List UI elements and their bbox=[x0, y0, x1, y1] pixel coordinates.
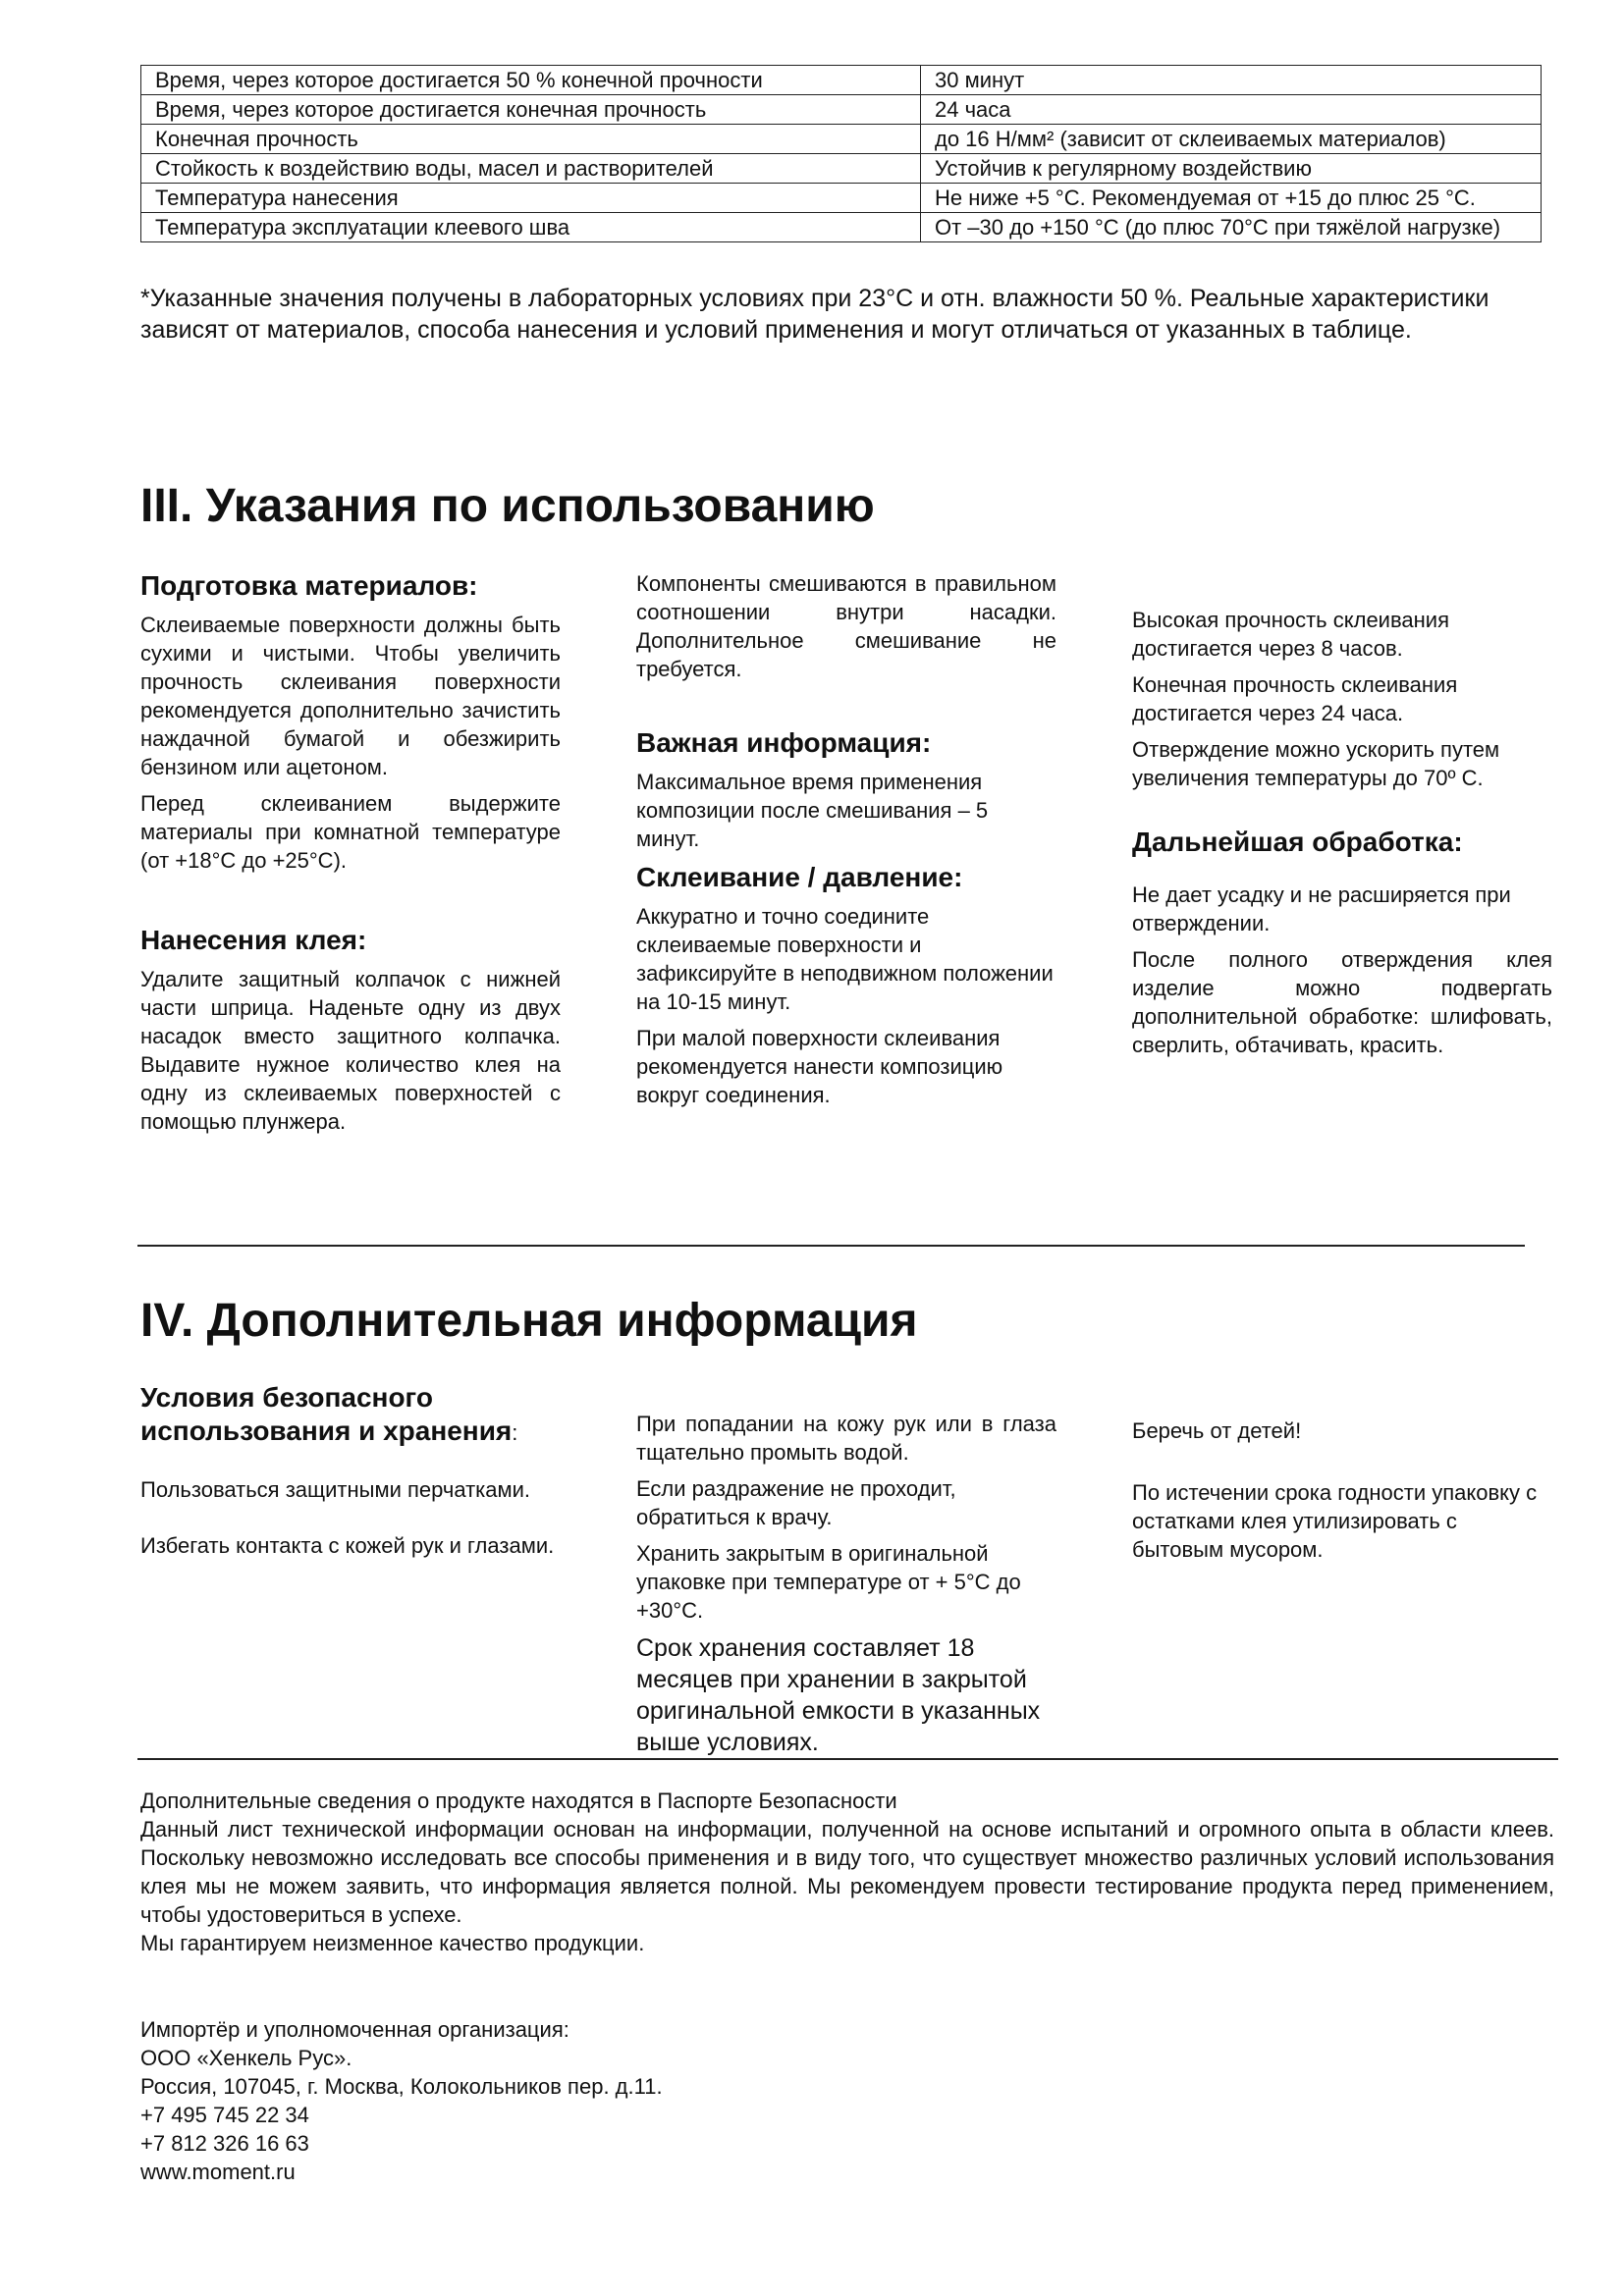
apply-title: Нанесения клея: bbox=[140, 925, 367, 955]
bond-text: Аккуратно и точно соедините склеиваемые поверхности и зафиксируйте в неподвижном положении на 10-15 минут. bbox=[636, 904, 1054, 1014]
cure-text: Высокая прочность склеивания достигается через 8 часов. bbox=[1132, 608, 1449, 661]
table-row bbox=[141, 125, 1542, 154]
safety-title-text: Условия безопасного использования и хранения bbox=[140, 1382, 513, 1446]
bond-title: Склеивание / давление: bbox=[636, 862, 963, 892]
property-cell: Время, через которое достигается 50 % конечной прочности bbox=[141, 66, 921, 95]
disposal-text: По истечении срока годности упаковку с остатками клея утилизировать с бытовым мусором. bbox=[1132, 1480, 1538, 1562]
safety-title bbox=[140, 1381, 561, 1450]
prep-title: Подготовка материалов: bbox=[140, 570, 478, 601]
further-text: Не дает усадку и не расширяется при отверждении. bbox=[1132, 882, 1511, 935]
column-1-s4 bbox=[140, 1381, 561, 1568]
disclaimer-line: Мы гарантируем неизменное качество продукции. bbox=[140, 1931, 645, 1955]
importer-line: Россия, 107045, г. Москва, Колокольников пер. д.11. bbox=[140, 2074, 663, 2099]
doctor-text: Если раздражение не проходит, обратиться к врачу. bbox=[636, 1476, 956, 1529]
section-3-title: III. Указания по использованию bbox=[140, 480, 875, 532]
section-4-title: IV. Дополнительная информация bbox=[140, 1295, 918, 1347]
property-cell: Температура эксплуатации клеевого шва bbox=[141, 213, 921, 242]
cure-text-2: Конечная прочность склеивания достигается через 24 часа. bbox=[1132, 672, 1458, 725]
safety-colon: : bbox=[512, 1420, 518, 1445]
apply-text: Удалите защитный колпачок с нижней части шприца. Наденьте одну из двух насадок вместо защитного колпачка. Выдавите нужное количество клея на одну из склеиваемых поверхностей с помощью плунжера. bbox=[140, 967, 561, 1134]
property-cell: Время, через которое достигается конечная прочность bbox=[141, 95, 921, 125]
disclaimer-line: Дополнительные сведения о продукте находятся в Паспорте Безопасности bbox=[140, 1789, 897, 1813]
bond-text-2: При малой поверхности склеивания рекомендуется нанести композицию вокруг соединения. bbox=[636, 1026, 1003, 1107]
column-3-s4 bbox=[1132, 1416, 1552, 1572]
value-cell: 30 минут bbox=[921, 66, 1542, 95]
table-row bbox=[141, 154, 1542, 184]
prep-text-2: Перед склеиванием выдержите материалы при комнатной температуре (от +18°С до +25°С). bbox=[140, 791, 561, 873]
table-row bbox=[141, 95, 1542, 125]
property-cell: Стойкость к воздействию воды, масел и растворителей bbox=[141, 154, 921, 184]
column-1 bbox=[140, 569, 561, 1144]
value-cell: до 16 Н/мм² (зависит от склеиваемых материалов) bbox=[921, 125, 1542, 154]
divider bbox=[137, 1245, 1525, 1247]
further-text-2: После полного отверждения клея изделие можно подвергать дополнительной обработке: шлифовать, сверлить, обтачивать, красить. bbox=[1132, 947, 1552, 1057]
value-cell: Не ниже +5 °С. Рекомендуемая от +15 до плюс 25 °С. bbox=[921, 184, 1542, 213]
children-text: Беречь от детей! bbox=[1132, 1418, 1302, 1443]
importer-block bbox=[140, 2015, 1024, 2186]
storage-text: Хранить закрытым в оригинальной упаковке при температуре от + 5°С до +30°С. bbox=[636, 1541, 1021, 1623]
value-cell: От –30 до +150 °С (до плюс 70°С при тяжёлой нагрузке) bbox=[921, 213, 1542, 242]
safety-text-2: Избегать контакта с кожей рук и глазами. bbox=[140, 1533, 555, 1558]
importer-line: Импортёр и уполномоченная организация: bbox=[140, 2017, 569, 2042]
importer-line: ООО «Хенкель Рус». bbox=[140, 2046, 352, 2070]
value-cell: 24 часа bbox=[921, 95, 1542, 125]
table-row bbox=[141, 184, 1542, 213]
importer-phone: +7 812 326 16 63 bbox=[140, 2131, 309, 2156]
safety-text: Пользоваться защитными перчатками. bbox=[140, 1477, 531, 1502]
disclaimer bbox=[140, 1787, 1554, 1957]
column-3 bbox=[1132, 606, 1552, 1067]
important-text: Максимальное время применения композиции после смешивания – 5 минут. bbox=[636, 770, 989, 851]
divider-2 bbox=[137, 1758, 1558, 1760]
cure-text-3: Отверждение можно ускорить путем увеличения температуры до 70º С. bbox=[1132, 737, 1500, 790]
footnote: *Указанные значения получены в лабораторных условиях при 23°С и отн. влажности 50 %. Реальные характеристики зависят от материалов, способа нанесения и условий применения и могут отличаться от указанных в таблице. bbox=[140, 285, 1489, 344]
important-title: Важная информация: bbox=[636, 727, 932, 758]
table-row bbox=[141, 66, 1542, 95]
spec-table bbox=[140, 65, 1542, 242]
prep-text: Склеиваемые поверхности должны быть сухими и чистыми. Чтобы увеличить прочность склеивания поверхности рекомендуется дополнительно зачистить наждачной бумагой и обезжирить бензином или ацетоном. bbox=[140, 613, 561, 779]
column-2-s4 bbox=[636, 1410, 1056, 1766]
first-aid-text: При попадании на кожу рук или в глаза тщательно промыть водой. bbox=[636, 1412, 1056, 1465]
property-cell: Конечная прочность bbox=[141, 125, 921, 154]
column-2 bbox=[636, 569, 1056, 1117]
website-link[interactable]: www.moment.ru bbox=[140, 2160, 296, 2184]
further-title: Дальнейшая обработка: bbox=[1132, 827, 1463, 857]
table-row bbox=[141, 213, 1542, 242]
shelf-life-text: Срок хранения составляет 18 месяцев при хранении в закрытой оригинальной емкости в указанных выше условиях. bbox=[636, 1634, 1041, 1756]
importer-phone: +7 495 745 22 34 bbox=[140, 2103, 309, 2127]
property-cell: Температура нанесения bbox=[141, 184, 921, 213]
disclaimer-line: Данный лист технической информации основан на информации, полученной на основе испытаний и огромного опыта в области клеев. Поскольку невозможно исследовать все способы применения и в виду того, что существует множество различных условий использования клея мы не можем заявить, что информация является полной. Мы рекомендуем провести тестирование продукта перед применением, чтобы удостовериться в успехе. bbox=[140, 1817, 1554, 1927]
mix-text: Компоненты смешиваются в правильном соотношении внутри насадки. Дополнительное смешивание не требуется. bbox=[636, 571, 1056, 681]
value-cell: Устойчив к регулярному воздействию bbox=[921, 154, 1542, 184]
